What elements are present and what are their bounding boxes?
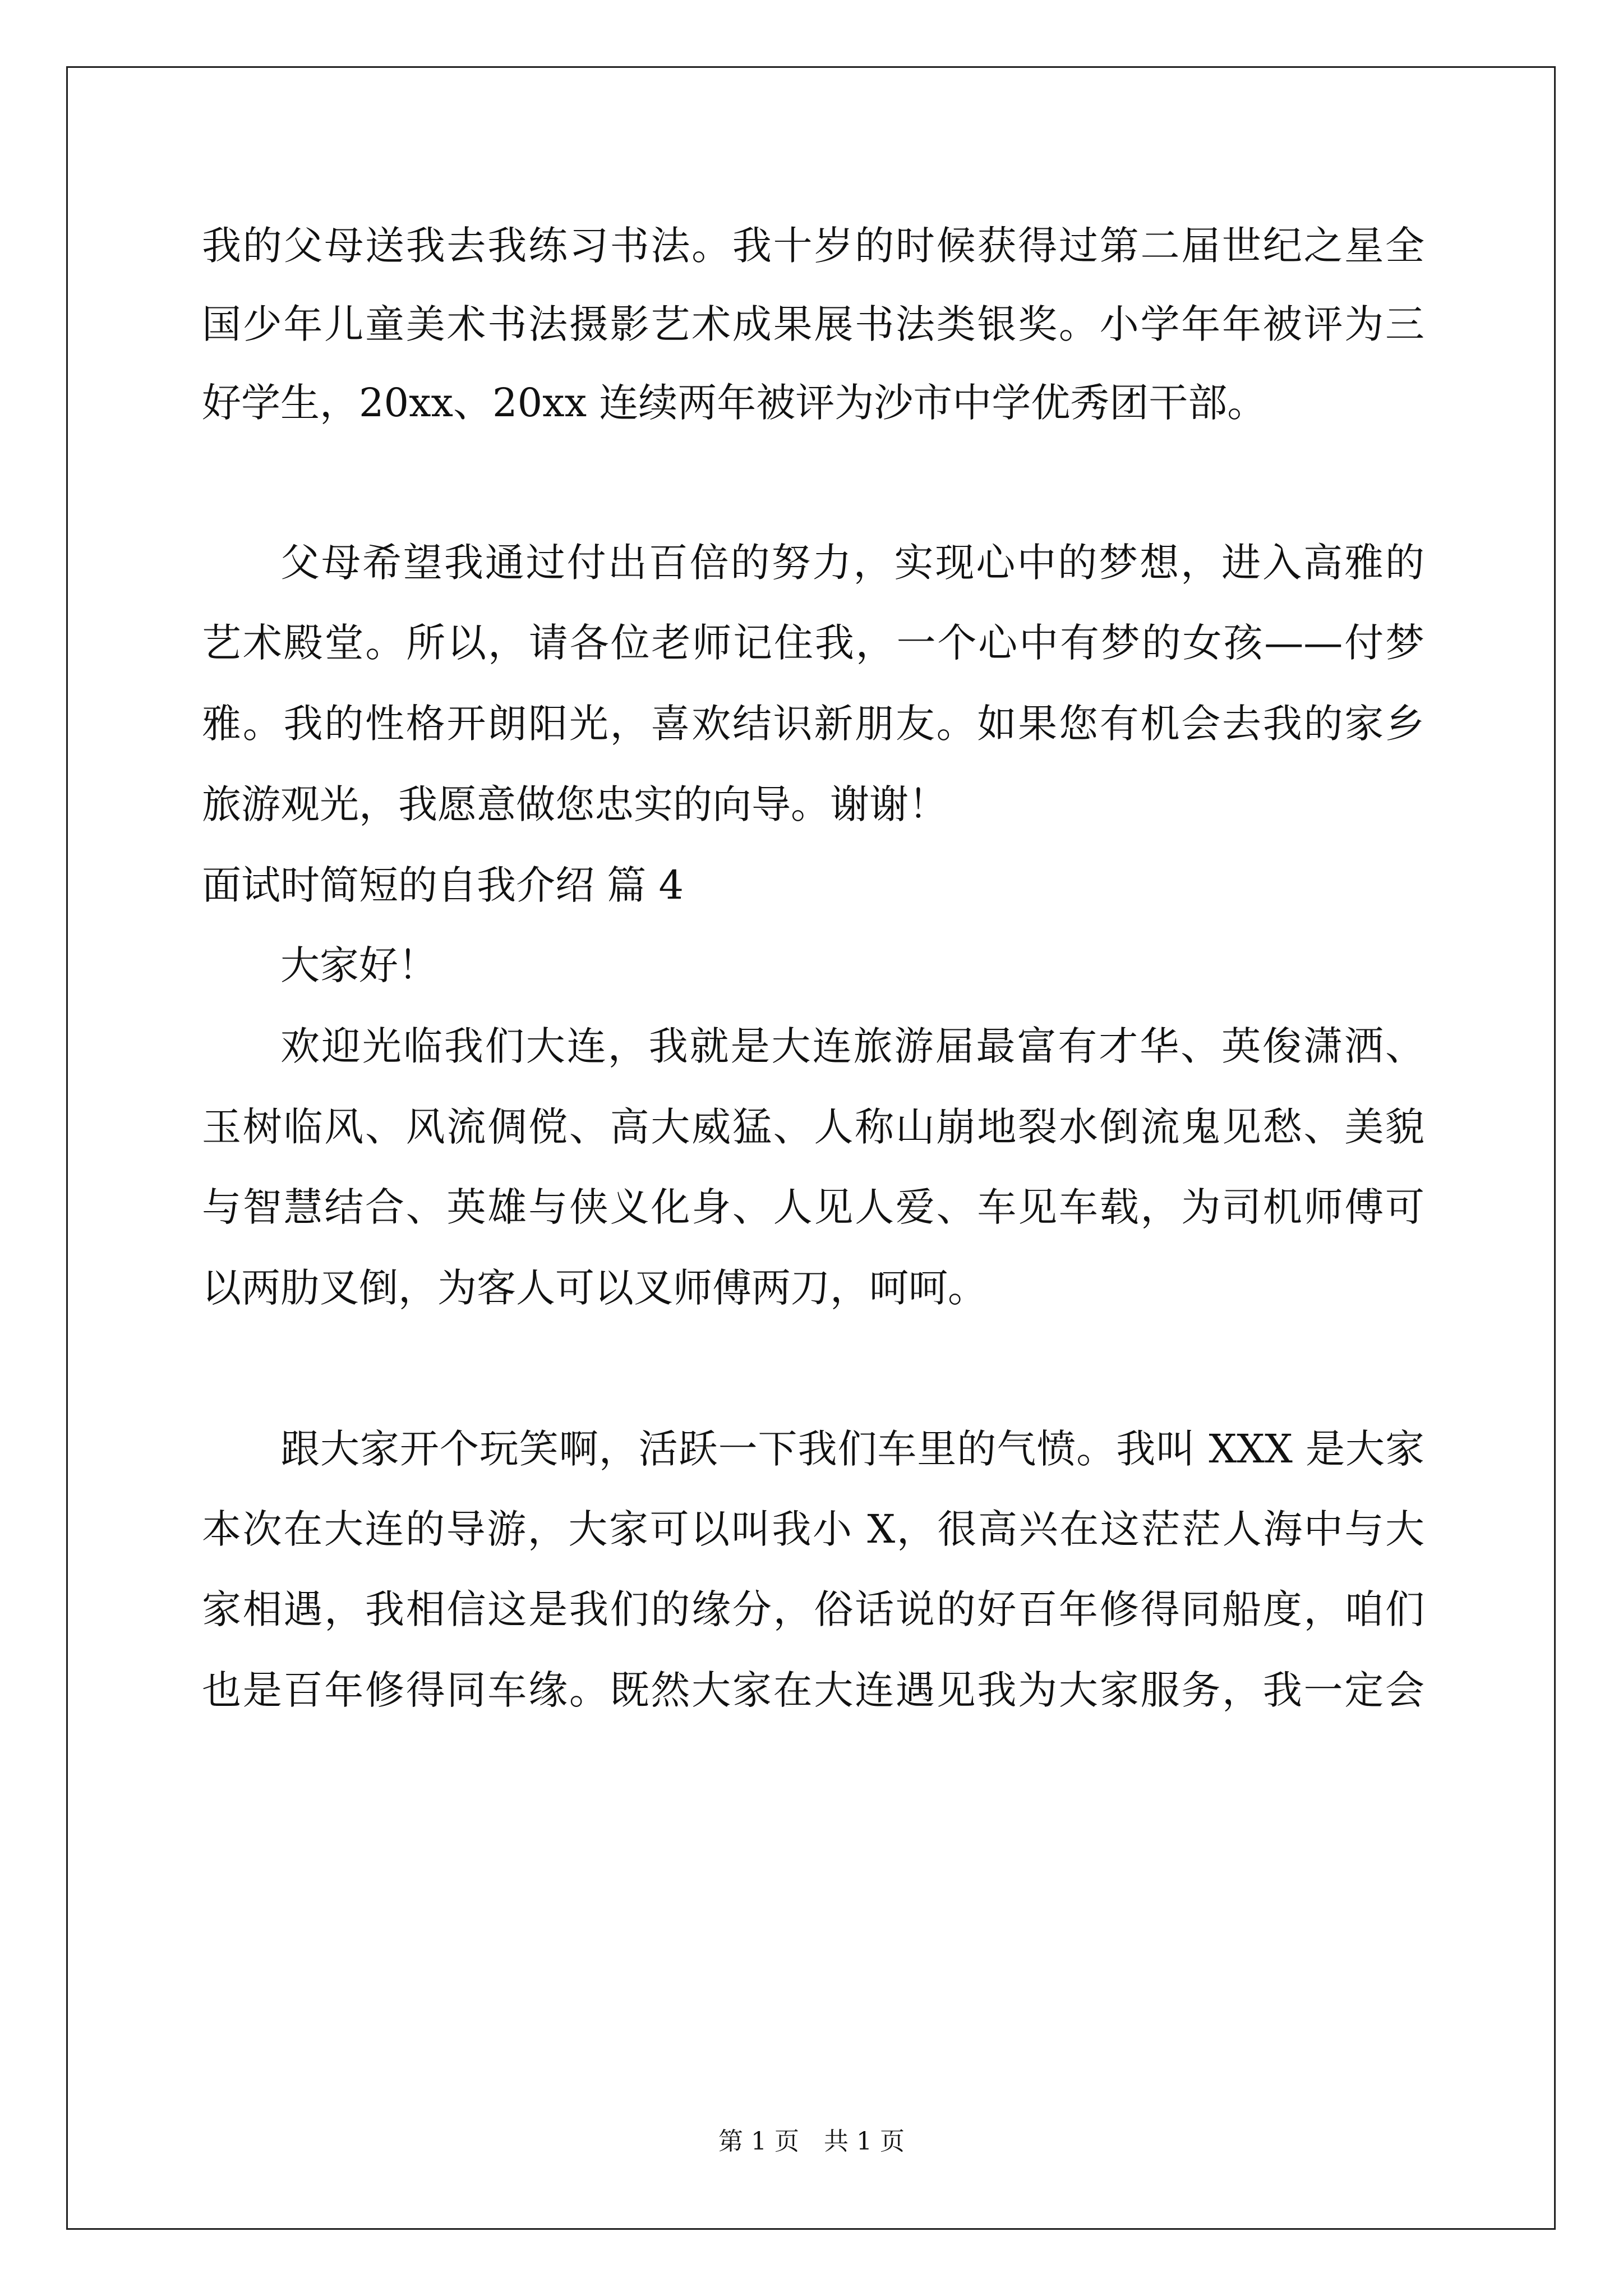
section-heading: 面试时简短的自我介绍 篇 4 xyxy=(202,862,684,908)
body-text-line: 雅。我的性格开朗阳光，喜欢结识新朋友。如果您有机会去我的家乡 xyxy=(202,701,1424,747)
body-text-line: 也是百年修得同车缘。既然大家在大连遇见我为大家服务，我一定会 xyxy=(202,1667,1424,1713)
body-text-line: 与智慧结合、英雄与侠义化身、人见人爱、车见车载，为司机师傅可 xyxy=(202,1184,1424,1230)
body-text-line: 我的父母送我去我练习书法。我十岁的时候获得过第二届世纪之星全 xyxy=(202,223,1424,269)
body-text-line: 家相遇，我相信这是我们的缘分，俗话说的好百年修得同船度，咱们 xyxy=(202,1586,1424,1632)
body-text-line: 父母希望我通过付出百倍的努力，实现心中的梦想，进入高雅的 xyxy=(280,540,1424,586)
body-text-line: 玉树临风、风流倜傥、高大威猛、人称山崩地裂水倒流鬼见愁、美貌 xyxy=(202,1104,1424,1150)
body-text-line: 旅游观光，我愿意做您忠实的向导。谢谢！ xyxy=(202,781,948,827)
body-text-line: 跟大家开个玩笑啊，活跃一下我们车里的气愤。我叫 XXX 是大家 xyxy=(280,1426,1424,1472)
body-text-line: 国少年儿童美术书法摄影艺术成果展书法类银奖。小学年年被评为三 xyxy=(202,301,1424,347)
page-number-footer: 第 1 页 共 1 页 xyxy=(718,2127,905,2156)
body-text-line: 大家好！ xyxy=(280,942,437,988)
body-text-line: 好学生，20xx、20xx 连续两年被评为沙市中学优秀团干部。 xyxy=(202,380,1267,426)
body-text-line: 本次在大连的导游，大家可以叫我小 X，很高兴在这茫茫人海中与大 xyxy=(202,1506,1424,1552)
body-text-line: 欢迎光临我们大连，我就是大连旅游届最富有才华、英俊潇洒、 xyxy=(280,1023,1424,1069)
body-text-line: 艺术殿堂。所以，请各位老师记住我，一个心中有梦的女孩——付梦 xyxy=(202,620,1424,666)
body-text-line: 以两肋叉倒，为客人可以叉师傅两刀，呵呵。 xyxy=(202,1265,987,1311)
